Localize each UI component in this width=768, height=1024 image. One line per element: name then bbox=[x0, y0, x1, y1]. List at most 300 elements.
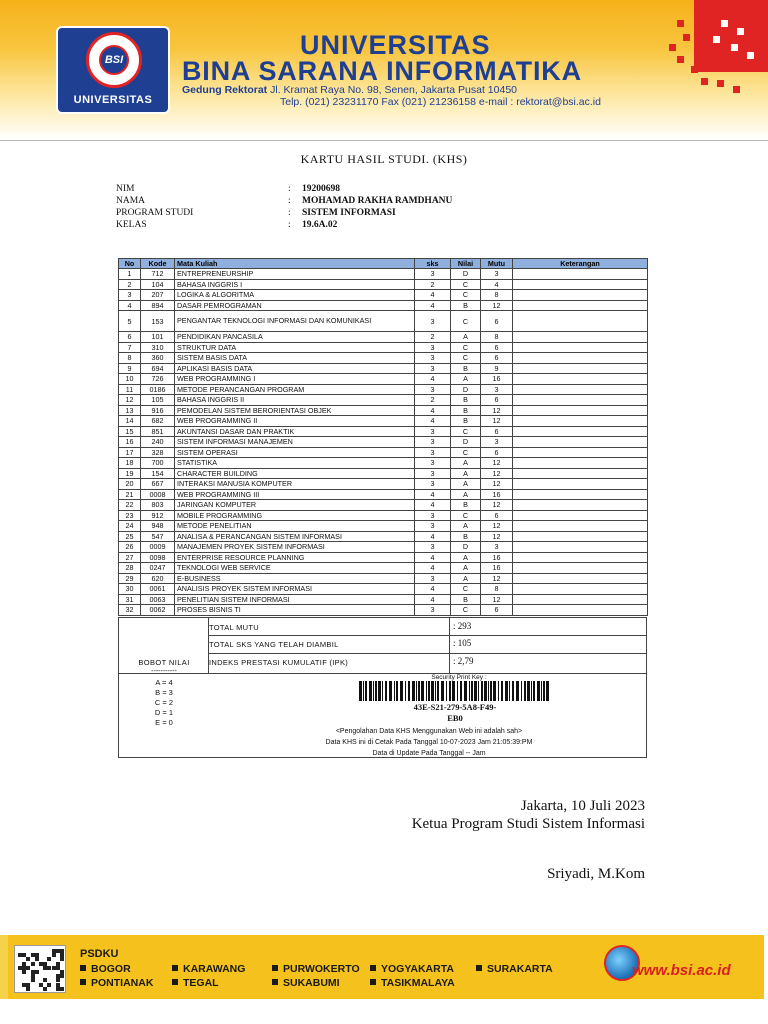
ipk-label: INDEKS PRESTASI KUMULATIF (IPK) bbox=[209, 658, 349, 667]
identity-label: KELAS bbox=[116, 220, 147, 230]
remarks bbox=[513, 395, 648, 406]
table-row bbox=[119, 468, 648, 479]
column-header: Mata Kuliah bbox=[175, 259, 415, 269]
column-header: No bbox=[119, 259, 141, 269]
remarks bbox=[513, 531, 648, 542]
course-name: DASAR PEMROGRAMAN bbox=[175, 300, 415, 311]
grade: D bbox=[451, 437, 481, 448]
total-mutu-value: : 293 bbox=[453, 621, 472, 631]
course-name: STRUKTUR DATA bbox=[175, 342, 415, 353]
remarks bbox=[513, 437, 648, 448]
row-number: 27 bbox=[119, 552, 141, 563]
grade: A bbox=[451, 479, 481, 490]
row-number: 24 bbox=[119, 521, 141, 532]
table-row bbox=[119, 332, 648, 343]
identity-label: NIM bbox=[116, 184, 135, 194]
table-row bbox=[119, 353, 648, 364]
quality-points: 3 bbox=[481, 384, 513, 395]
credits: 3 bbox=[415, 510, 451, 521]
course-code: 912 bbox=[141, 510, 175, 521]
grade: B bbox=[451, 405, 481, 416]
credits: 4 bbox=[415, 594, 451, 605]
document-title: KARTU HASIL STUDI. (KHS) bbox=[300, 152, 468, 166]
credits: 4 bbox=[415, 374, 451, 385]
quality-points: 16 bbox=[481, 489, 513, 500]
course-code: 712 bbox=[141, 269, 175, 280]
bobot-nilai-title: BOBOT NILAI bbox=[138, 658, 190, 667]
quality-points: 12 bbox=[481, 405, 513, 416]
remarks bbox=[513, 542, 648, 553]
remarks bbox=[513, 426, 648, 437]
remarks bbox=[513, 269, 648, 280]
remarks bbox=[513, 489, 648, 500]
table-row bbox=[119, 458, 648, 469]
grade: C bbox=[451, 290, 481, 301]
university-title-line2: BINA SARANA INFORMATIKA bbox=[182, 56, 582, 86]
website-link[interactable]: www.bsi.ac.id bbox=[632, 962, 731, 979]
table-row bbox=[119, 426, 648, 437]
course-code: 620 bbox=[141, 573, 175, 584]
course-name: PENGANTAR TEKNOLOGI INFORMASI DAN KOMUNIKASI bbox=[175, 311, 415, 332]
course-name: WEB PROGRAMMING III bbox=[175, 489, 415, 500]
remarks bbox=[513, 290, 648, 301]
quality-points: 8 bbox=[481, 584, 513, 595]
remarks bbox=[513, 573, 648, 584]
security-print-label: Security Print Key : bbox=[431, 674, 487, 681]
table-row bbox=[119, 479, 648, 490]
credits: 4 bbox=[415, 405, 451, 416]
quality-points: 6 bbox=[481, 353, 513, 364]
grade: B bbox=[451, 500, 481, 511]
credits: 4 bbox=[415, 300, 451, 311]
course-name: INTERAKSI MANUSIA KOMPUTER bbox=[175, 479, 415, 490]
security-print-key bbox=[359, 702, 551, 724]
course-name: SISTEM BASIS DATA bbox=[175, 353, 415, 364]
identity-value: SISTEM INFORMASI bbox=[302, 208, 396, 218]
quality-points: 16 bbox=[481, 563, 513, 574]
grade: B bbox=[451, 416, 481, 427]
row-number: 12 bbox=[119, 395, 141, 406]
quality-points: 12 bbox=[481, 500, 513, 511]
table-row bbox=[119, 605, 648, 616]
table-row bbox=[119, 363, 648, 374]
campus-city: TEGAL bbox=[172, 977, 219, 989]
course-code: 105 bbox=[141, 395, 175, 406]
row-number: 19 bbox=[119, 468, 141, 479]
course-code: 360 bbox=[141, 353, 175, 364]
course-code: 0062 bbox=[141, 605, 175, 616]
course-code: 547 bbox=[141, 531, 175, 542]
quality-points: 6 bbox=[481, 510, 513, 521]
row-number: 6 bbox=[119, 332, 141, 343]
quality-points: 12 bbox=[481, 300, 513, 311]
quality-points: 12 bbox=[481, 458, 513, 469]
bobot-item: A = 4 bbox=[155, 678, 173, 687]
identity-separator: : bbox=[288, 184, 291, 194]
quality-points: 3 bbox=[481, 269, 513, 280]
table-row bbox=[119, 290, 648, 301]
credits: 3 bbox=[415, 573, 451, 584]
table-row bbox=[119, 552, 648, 563]
quality-points: 12 bbox=[481, 594, 513, 605]
identity-value: 19200698 bbox=[302, 184, 340, 194]
bobot-item: C = 2 bbox=[154, 698, 174, 707]
course-name: PEMODELAN SISTEM BERORIENTASI OBJEK bbox=[175, 405, 415, 416]
credits: 3 bbox=[415, 479, 451, 490]
grade: A bbox=[451, 332, 481, 343]
row-number: 23 bbox=[119, 510, 141, 521]
table-row bbox=[119, 447, 648, 458]
quality-points: 9 bbox=[481, 363, 513, 374]
row-number: 14 bbox=[119, 416, 141, 427]
table-row bbox=[119, 395, 648, 406]
course-name: APLIKASI BASIS DATA bbox=[175, 363, 415, 374]
course-code: 682 bbox=[141, 416, 175, 427]
course-name: ENTERPRISE RESOURCE PLANNING bbox=[175, 552, 415, 563]
row-number: 15 bbox=[119, 426, 141, 437]
table-row bbox=[119, 405, 648, 416]
course-code: 101 bbox=[141, 332, 175, 343]
row-number: 17 bbox=[119, 447, 141, 458]
course-code: 894 bbox=[141, 300, 175, 311]
course-code: 667 bbox=[141, 479, 175, 490]
credits: 3 bbox=[415, 521, 451, 532]
grade: A bbox=[451, 552, 481, 563]
course-name: WEB PROGRAMMING I bbox=[175, 374, 415, 385]
table-row bbox=[119, 521, 648, 532]
course-name: AKUNTANSI DASAR DAN PRAKTIK bbox=[175, 426, 415, 437]
print-date-note: Data KHS ini di Cetak Pada Tanggal 10-07-2023 Jam 21:05:39:PM bbox=[325, 739, 533, 746]
quality-points: 4 bbox=[481, 279, 513, 290]
identity-label: PROGRAM STUDI bbox=[116, 208, 194, 218]
signature-place-date: Jakarta, 10 Juli 2023 bbox=[520, 798, 645, 814]
student-identity bbox=[116, 184, 536, 232]
ipk-value: : 2,79 bbox=[453, 656, 474, 666]
credits: 3 bbox=[415, 437, 451, 448]
signature-name: Sriyadi, M.Kom bbox=[547, 866, 645, 882]
grade: B bbox=[451, 594, 481, 605]
course-code: 0009 bbox=[141, 542, 175, 553]
quality-points: 12 bbox=[481, 416, 513, 427]
row-number: 16 bbox=[119, 437, 141, 448]
security-barcode bbox=[359, 681, 551, 701]
header-divider bbox=[0, 140, 768, 141]
row-number: 21 bbox=[119, 489, 141, 500]
table-row bbox=[119, 384, 648, 395]
quality-points: 12 bbox=[481, 521, 513, 532]
credits: 3 bbox=[415, 447, 451, 458]
quality-points: 6 bbox=[481, 447, 513, 458]
quality-points: 12 bbox=[481, 573, 513, 584]
credits: 3 bbox=[415, 605, 451, 616]
total-mutu-label: TOTAL MUTU bbox=[209, 623, 259, 632]
credits: 4 bbox=[415, 563, 451, 574]
row-number: 3 bbox=[119, 290, 141, 301]
signature-position: Ketua Program Studi Sistem Informasi bbox=[411, 816, 645, 832]
credits: 3 bbox=[415, 269, 451, 280]
course-name: STATISTIKA bbox=[175, 458, 415, 469]
row-number: 7 bbox=[119, 342, 141, 353]
quality-points: 6 bbox=[481, 426, 513, 437]
course-name: BAHASA INGGRIS II bbox=[175, 395, 415, 406]
course-name: SISTEM OPERASI bbox=[175, 447, 415, 458]
bobot-item: E = 0 bbox=[155, 718, 173, 727]
course-code: 0063 bbox=[141, 594, 175, 605]
grade: C bbox=[451, 605, 481, 616]
column-header: Keterangan bbox=[513, 259, 648, 269]
remarks bbox=[513, 563, 648, 574]
course-code: 0008 bbox=[141, 489, 175, 500]
grade: C bbox=[451, 342, 481, 353]
row-number: 22 bbox=[119, 500, 141, 511]
course-code: 948 bbox=[141, 521, 175, 532]
remarks bbox=[513, 332, 648, 343]
quality-points: 3 bbox=[481, 542, 513, 553]
quality-points: 6 bbox=[481, 311, 513, 332]
quality-points: 6 bbox=[481, 395, 513, 406]
course-code: 154 bbox=[141, 468, 175, 479]
campus-city: PONTIANAK bbox=[80, 977, 153, 989]
grade: B bbox=[451, 363, 481, 374]
credits: 4 bbox=[415, 290, 451, 301]
identity-value: 19.6A.02 bbox=[302, 220, 338, 230]
remarks bbox=[513, 416, 648, 427]
row-number: 11 bbox=[119, 384, 141, 395]
row-number: 2 bbox=[119, 279, 141, 290]
credits: 3 bbox=[415, 458, 451, 469]
campus-city: YOGYAKARTA bbox=[370, 963, 454, 975]
identity-separator: : bbox=[288, 220, 291, 230]
course-name: MANAJEMEN PROYEK SISTEM INFORMASI bbox=[175, 542, 415, 553]
campus-city: TASIKMALAYA bbox=[370, 977, 455, 989]
grade: A bbox=[451, 374, 481, 385]
grade: C bbox=[451, 584, 481, 595]
grade: A bbox=[451, 468, 481, 479]
remarks bbox=[513, 584, 648, 595]
course-name: METODE PENELITIAN bbox=[175, 521, 415, 532]
quality-points: 8 bbox=[481, 332, 513, 343]
remarks bbox=[513, 468, 648, 479]
grade: C bbox=[451, 510, 481, 521]
course-name: LOGIKA & ALGORITMA bbox=[175, 290, 415, 301]
campus-city: PURWOKERTO bbox=[272, 963, 360, 975]
remarks bbox=[513, 279, 648, 290]
credits: 4 bbox=[415, 489, 451, 500]
credits: 2 bbox=[415, 395, 451, 406]
address bbox=[182, 84, 517, 96]
course-code: 207 bbox=[141, 290, 175, 301]
row-number: 8 bbox=[119, 353, 141, 364]
row-number: 9 bbox=[119, 363, 141, 374]
row-number: 4 bbox=[119, 300, 141, 311]
credits: 4 bbox=[415, 416, 451, 427]
course-name: BAHASA INGGRIS I bbox=[175, 279, 415, 290]
table-row bbox=[119, 437, 648, 448]
qr-code-icon bbox=[14, 945, 66, 993]
table-row bbox=[119, 300, 648, 311]
course-code: 0098 bbox=[141, 552, 175, 563]
remarks bbox=[513, 594, 648, 605]
bobot-item: D = 1 bbox=[154, 708, 174, 717]
table-row bbox=[119, 374, 648, 385]
remarks bbox=[513, 300, 648, 311]
quality-points: 6 bbox=[481, 605, 513, 616]
bobot-item: B = 3 bbox=[155, 688, 173, 697]
table-row bbox=[119, 542, 648, 553]
grades-table bbox=[118, 258, 648, 616]
course-name: CHARACTER BUILDING bbox=[175, 468, 415, 479]
campus-city: SUKABUMI bbox=[272, 977, 340, 989]
course-code: 240 bbox=[141, 437, 175, 448]
grade: D bbox=[451, 269, 481, 280]
summary-box bbox=[118, 617, 647, 758]
identity-label: NAMA bbox=[116, 196, 146, 206]
grade: B bbox=[451, 395, 481, 406]
table-row bbox=[119, 500, 648, 511]
security-code-line2: EB0 bbox=[447, 713, 463, 723]
course-name: JARINGAN KOMPUTER bbox=[175, 500, 415, 511]
total-sks-value: : 105 bbox=[453, 638, 472, 648]
course-name: TEKNOLOGI WEB SERVICE bbox=[175, 563, 415, 574]
row-number: 31 bbox=[119, 594, 141, 605]
table-header-row bbox=[119, 259, 648, 269]
row-number: 5 bbox=[119, 311, 141, 332]
credits: 4 bbox=[415, 500, 451, 511]
credits: 3 bbox=[415, 542, 451, 553]
credits: 4 bbox=[415, 552, 451, 563]
validity-note: <Pengolahan Data KHS Menggunakan Web ini adalah sah> bbox=[335, 728, 523, 735]
quality-points: 12 bbox=[481, 468, 513, 479]
row-number: 18 bbox=[119, 458, 141, 469]
row-number: 20 bbox=[119, 479, 141, 490]
course-name: E-BUSINESS bbox=[175, 573, 415, 584]
remarks bbox=[513, 405, 648, 416]
course-name: PROSES BISNIS TI bbox=[175, 605, 415, 616]
table-row bbox=[119, 416, 648, 427]
total-sks-label: TOTAL SKS YANG TELAH DIAMBIL bbox=[209, 640, 339, 649]
remarks bbox=[513, 500, 648, 511]
update-date-note: Data di Update Pada Tanggal -- Jam bbox=[372, 750, 486, 757]
grade: A bbox=[451, 521, 481, 532]
table-row bbox=[119, 489, 648, 500]
remarks bbox=[513, 458, 648, 469]
identity-row bbox=[116, 208, 536, 220]
course-name: ANALISA & PERANCANGAN SISTEM INFORMASI bbox=[175, 531, 415, 542]
table-row bbox=[119, 531, 648, 542]
course-name: PENDIDIKAN PANCASILA bbox=[175, 332, 415, 343]
remarks bbox=[513, 605, 648, 616]
credits: 2 bbox=[415, 332, 451, 343]
credits: 2 bbox=[415, 279, 451, 290]
address-rest: Jl. Kramat Raya No. 98, Senen, Jakarta Pusat 10450 bbox=[270, 84, 517, 96]
remarks bbox=[513, 521, 648, 532]
row-number: 28 bbox=[119, 563, 141, 574]
identity-separator: : bbox=[288, 196, 291, 206]
grade: A bbox=[451, 563, 481, 574]
grade: C bbox=[451, 426, 481, 437]
grade: A bbox=[451, 458, 481, 469]
column-header: sks bbox=[415, 259, 451, 269]
course-code: 310 bbox=[141, 342, 175, 353]
course-code: 328 bbox=[141, 447, 175, 458]
grade: A bbox=[451, 573, 481, 584]
grade: B bbox=[451, 300, 481, 311]
table-row bbox=[119, 269, 648, 280]
identity-separator: : bbox=[288, 208, 291, 218]
logo-label: UNIVERSITAS bbox=[73, 94, 153, 106]
course-code: 851 bbox=[141, 426, 175, 437]
credits: 4 bbox=[415, 531, 451, 542]
remarks bbox=[513, 384, 648, 395]
course-code: 700 bbox=[141, 458, 175, 469]
remarks bbox=[513, 479, 648, 490]
table-row bbox=[119, 279, 648, 290]
quality-points: 12 bbox=[481, 531, 513, 542]
campus-city: BOGOR bbox=[80, 963, 131, 975]
course-code: 153 bbox=[141, 311, 175, 332]
campus-city: SURAKARTA bbox=[476, 963, 553, 975]
grade: D bbox=[451, 384, 481, 395]
row-number: 30 bbox=[119, 584, 141, 595]
quality-points: 16 bbox=[481, 552, 513, 563]
grade: C bbox=[451, 353, 481, 364]
table-row bbox=[119, 510, 648, 521]
grade: C bbox=[451, 447, 481, 458]
course-name: SISTEM INFORMASI MANAJEMEN bbox=[175, 437, 415, 448]
bobot-divider: ----------- bbox=[151, 668, 177, 675]
course-name: ENTREPRENEURSHIP bbox=[175, 269, 415, 280]
campus-city: KARAWANG bbox=[172, 963, 245, 975]
security-code-line1: 43E-S21-279-5A8-F49- bbox=[413, 702, 497, 712]
identity-value: MOHAMAD RAKHA RAMDHANU bbox=[302, 196, 453, 206]
course-code: 726 bbox=[141, 374, 175, 385]
table-row bbox=[119, 573, 648, 584]
identity-row bbox=[116, 184, 536, 196]
grade: A bbox=[451, 489, 481, 500]
logo-mark: BSI bbox=[99, 45, 129, 75]
course-code: 694 bbox=[141, 363, 175, 374]
row-number: 25 bbox=[119, 531, 141, 542]
course-code: 803 bbox=[141, 500, 175, 511]
quality-points: 8 bbox=[481, 290, 513, 301]
course-code: 0186 bbox=[141, 384, 175, 395]
credits: 4 bbox=[415, 584, 451, 595]
row-number: 10 bbox=[119, 374, 141, 385]
remarks bbox=[513, 311, 648, 332]
university-title-line1: UNIVERSITAS bbox=[300, 30, 491, 60]
column-header: Nilai bbox=[451, 259, 481, 269]
row-number: 32 bbox=[119, 605, 141, 616]
credits: 3 bbox=[415, 426, 451, 437]
column-header: Kode bbox=[141, 259, 175, 269]
row-number: 29 bbox=[119, 573, 141, 584]
remarks bbox=[513, 353, 648, 364]
course-code: 0247 bbox=[141, 563, 175, 574]
credits: 3 bbox=[415, 468, 451, 479]
remarks bbox=[513, 363, 648, 374]
course-name: PENELITIAN SISTEM INFORMASI bbox=[175, 594, 415, 605]
course-code: 104 bbox=[141, 279, 175, 290]
course-name: WEB PROGRAMMING II bbox=[175, 416, 415, 427]
quality-points: 16 bbox=[481, 374, 513, 385]
table-row bbox=[119, 342, 648, 353]
row-number: 26 bbox=[119, 542, 141, 553]
identity-row bbox=[116, 196, 536, 208]
logo-seal bbox=[86, 32, 142, 88]
quality-points: 6 bbox=[481, 342, 513, 353]
course-name: METODE PERANCANGAN PROGRAM bbox=[175, 384, 415, 395]
credits: 3 bbox=[415, 311, 451, 332]
